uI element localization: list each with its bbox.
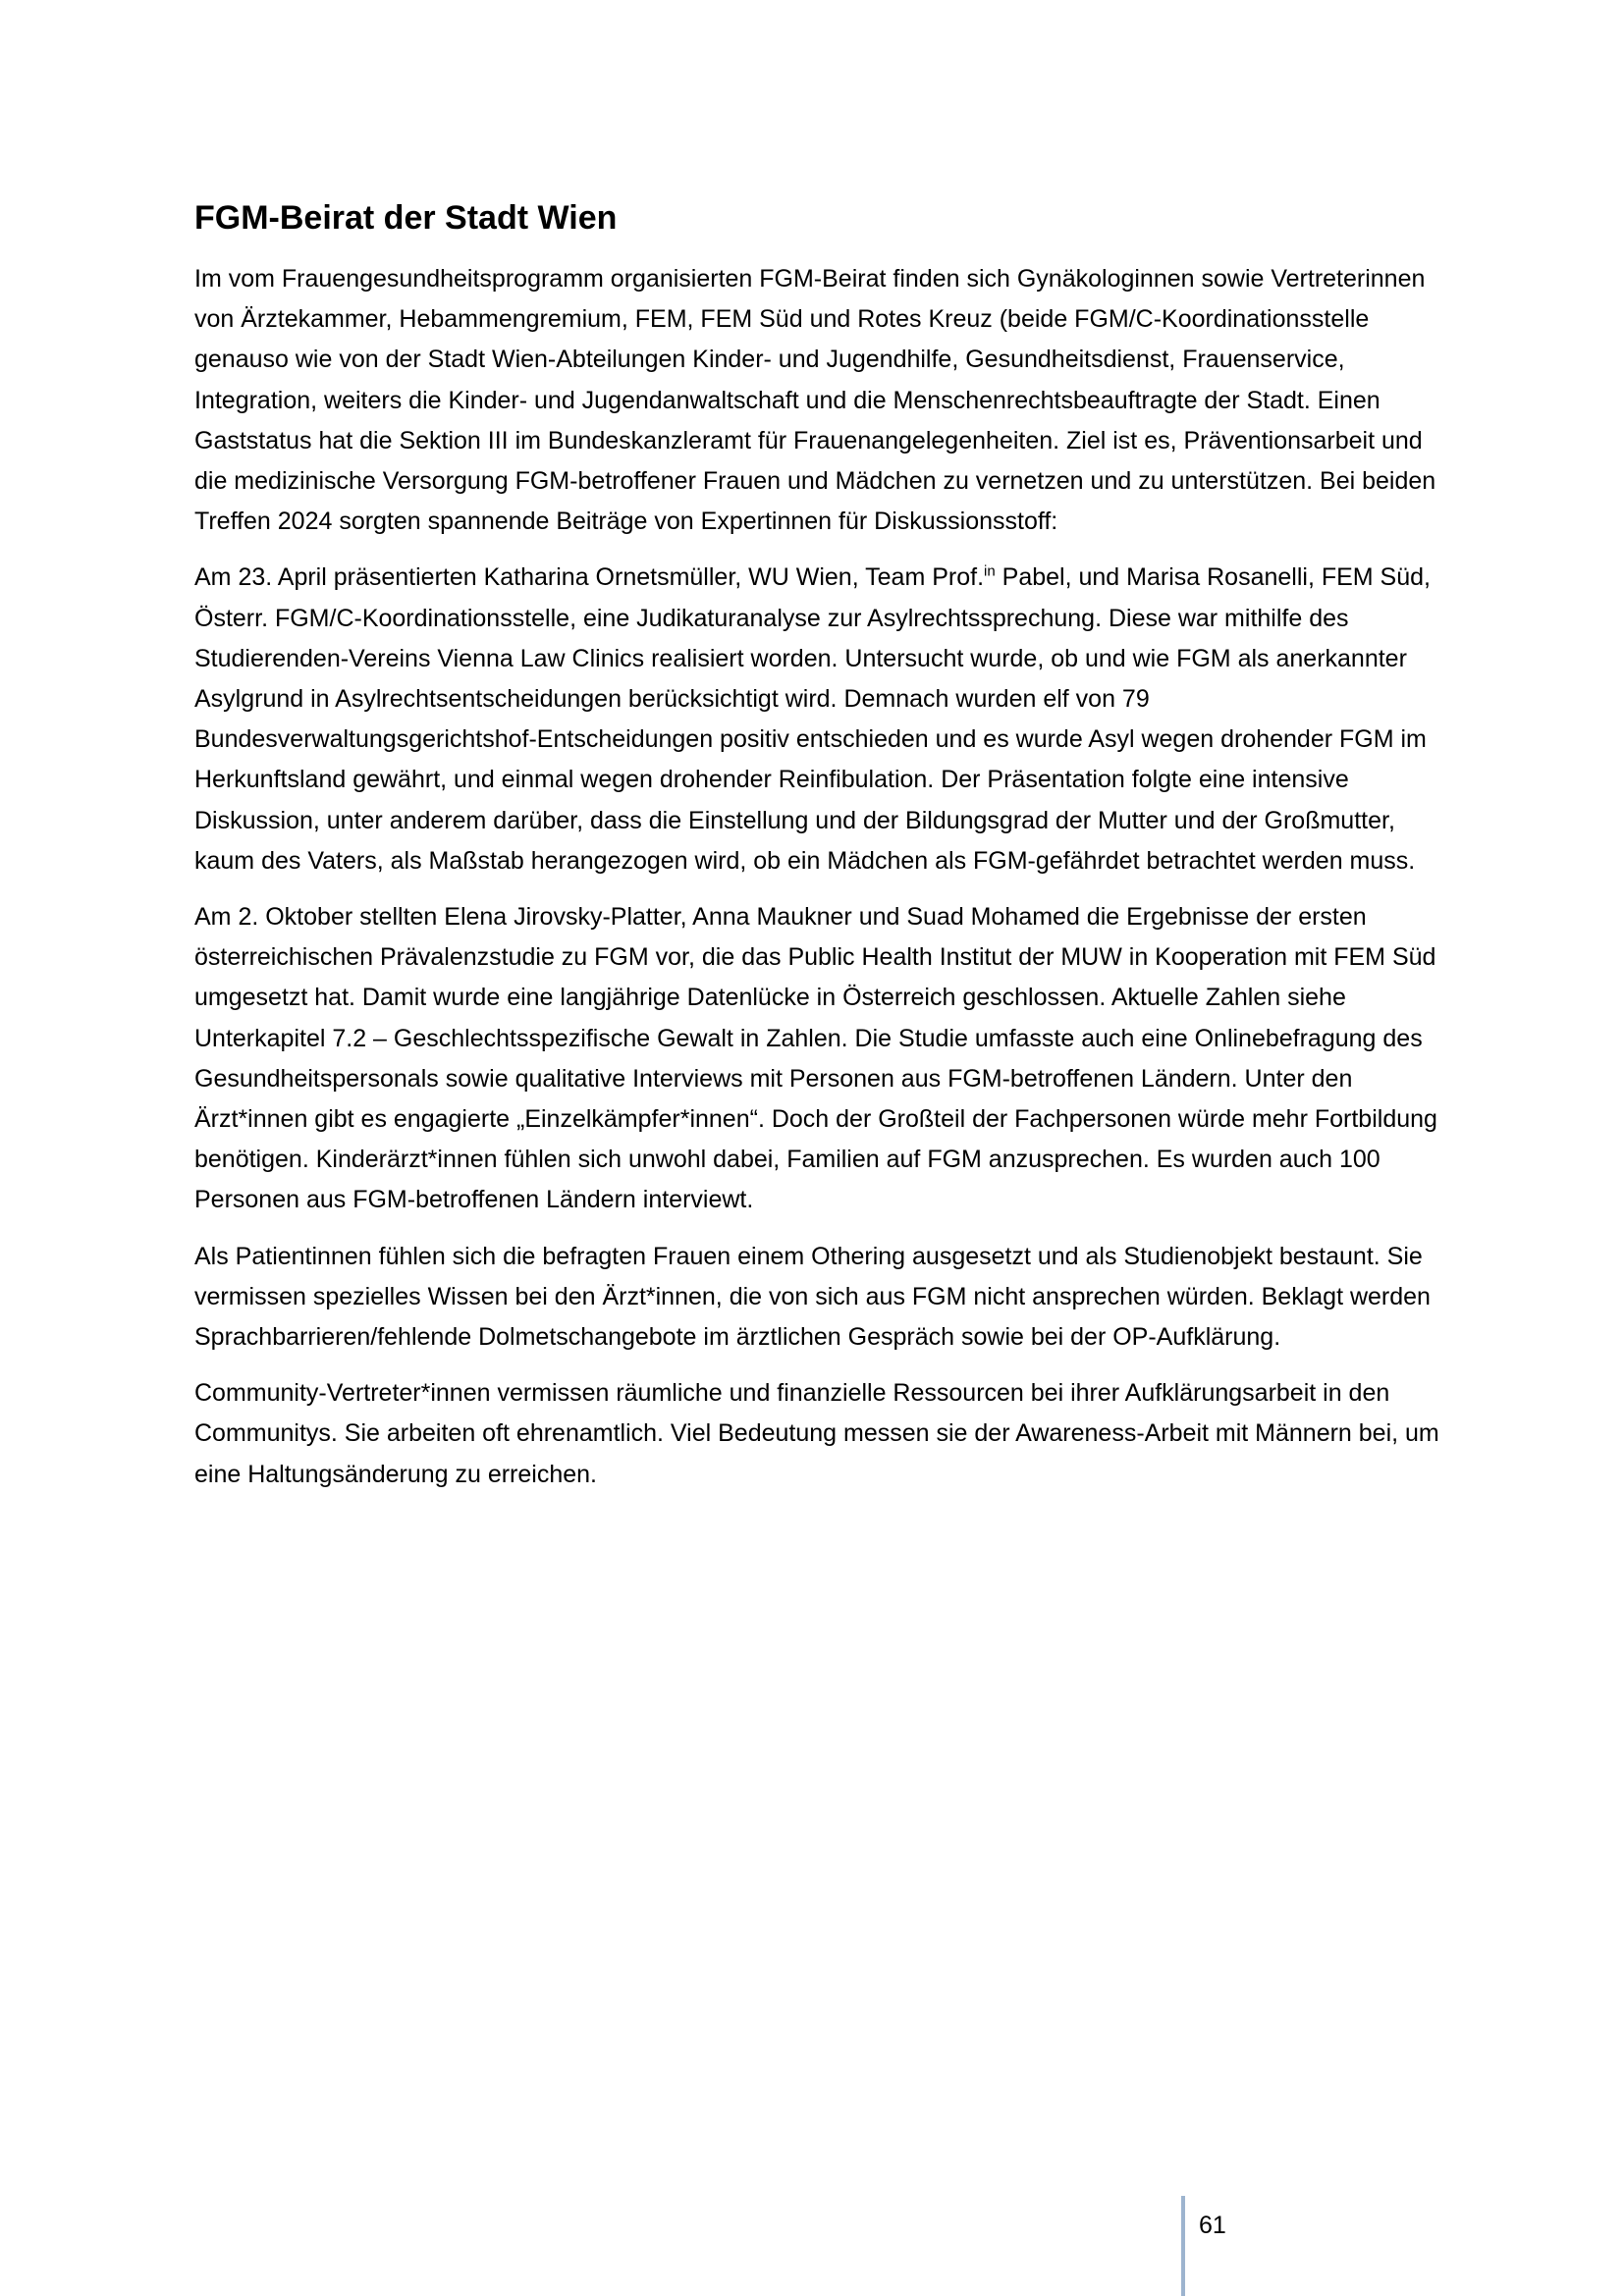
paragraph-community-representatives: Community-Vertreter*innen vermissen räumliche und finanzielle Ressourcen bei ihrer Aufklärungsarbeit in den Communitys. Sie arbeiten oft ehrenamtlich. Viel Bedeutung messen sie der Awareness-Arbeit mit Männern bei, um eine Haltungsänderung zu erreichen. <box>194 1379 1439 1488</box>
paragraph-april-text-before: Am 23. April präsentierten Katharina Ornetsmüller, WU Wien, Team Prof. <box>194 563 985 592</box>
paragraph-april-text-after: Pabel, und Marisa Rosanelli, FEM Süd, Österr. FGM/C-Koordinationsstelle, eine Judikaturanalyse zur Asylrechtssprechung. Diese war mithilfe des Studierenden-Vereins Vienna Law Clinics realisiert worden. Untersucht wurde, ob und wie FGM als anerkannter Asylgrund in Asylrechtsentscheidungen berücksichtigt wird. Demnach wurden elf von 79 Bundesverwaltungsgerichtshof-Entscheidungen positiv entschieden und es wurde Asyl wegen drohender FGM im Herkunftsland gewährt, und einmal wegen drohender Reinfibulation. Der Präsentation folgte eine intensive Diskussion, unter anderem darüber, dass die Einstellung und der Bildungsgrad der Mutter und der Großmutter, kaum des Vaters, als Maßstab herangezogen wird, ob ein Mädchen als FGM-gefährdet betrachtet werden muss. <box>194 563 1431 875</box>
footer-divider-bar <box>1181 2196 1185 2296</box>
page-number: 61 <box>1199 2212 1226 2239</box>
page-content <box>194 194 1441 1511</box>
paragraph-advisory-board-intro: Im vom Frauengesundheitsprogramm organisierten FGM-Beirat finden sich Gynäkologinnen sowie Vertreterinnen von Ärztekammer, Hebammengremium, FEM, FEM Süd und Rotes Kreuz (beide FGM/C-Koordinationsstelle genauso wie von der Stadt Wien-Abteilungen Kinder- und Jugendhilfe, Gesundheitsdienst, Frauenservice, Integration, weiters die Kinder- und Jugendanwaltschaft und die Menschenrechtsbeauftragte der Stadt. Einen Gaststatus hat die Sektion III im Bundeskanzleramt für Frauenangelegenheiten. Ziel ist es, Präventionsarbeit und die medizinische Versorgung FGM-betroffener Frauen und Mädchen zu vernetzen und zu unterstützen. Bei beiden Treffen 2024 sorgten spannende Beiträge von Expertinnen für Diskussionsstoff: <box>194 265 1436 536</box>
superscript-in: in <box>984 563 996 581</box>
paragraph-patient-experience: Als Patientinnen fühlen sich die befragten Frauen einem Othering ausgesetzt und als Studienobjekt bestaunt. Sie vermissen spezielles Wissen bei den Ärzt*innen, die von sich aus FGM nicht ansprechen würden. Beklagt werden Sprachbarrieren/fehlende Dolmetschangebote im ärztlichen Gespräch sowie bei der OP-Aufklärung. <box>194 1242 1431 1352</box>
paragraph-october-meeting: Am 2. Oktober stellten Elena Jirovsky-Platter, Anna Maukner und Suad Mohamed die Ergebnisse der ersten österreichischen Prävalenzstudie zu FGM vor, die das Public Health Institut der MUW in Kooperation mit FEM Süd umgesetzt hat. Damit wurde eine langjährige Datenlücke in Österreich geschlossen. Aktuelle Zahlen siehe Unterkapitel 7.2 – Geschlechtsspezifische Gewalt in Zahlen. Die Studie umfasste auch eine Onlinebefragung des Gesundheitspersonals sowie qualitative Interviews mit Personen aus FGM-betroffenen Ländern. Unter den Ärzt*innen gibt es engagierte „Einzelkämpfer*innen“. Doch der Großteil der Fachpersonen würde mehr Fortbildung benötigen. Kinderärzt*innen fühlen sich unwohl dabei, Familien auf FGM anzusprechen. Es wurden auch 100 Personen aus FGM-betroffenen Ländern interviewt. <box>194 903 1437 1214</box>
section-heading: FGM-Beirat der Stadt Wien <box>194 199 618 237</box>
page-footer <box>1181 2196 1299 2296</box>
paragraph-april-meeting <box>194 558 1441 881</box>
